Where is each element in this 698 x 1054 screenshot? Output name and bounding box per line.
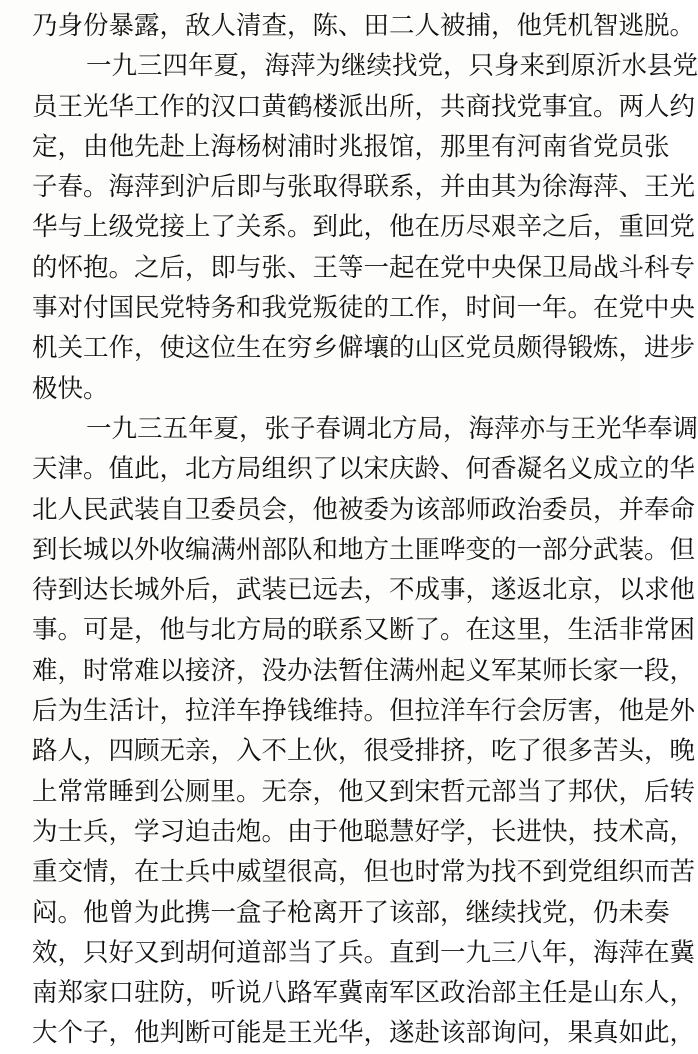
text-line: 后为生活计，拉洋车挣钱维持。但拉洋车行会厉害，他是外 xyxy=(32,696,696,727)
text-line: 定，由他先赴上海杨树浦时兆报馆，那里有河南省党员张 xyxy=(32,131,670,162)
text-line: 的怀抱。之后，即与张、王等一起在党中央保卫局战斗科专 xyxy=(32,252,696,283)
text-line: 南郑家口驻防，听说八路军冀南军区政治部主任是山东人， xyxy=(32,978,696,1009)
text-line: 待到达长城外后，武装已远去，不成事，遂返北京，以求他 xyxy=(32,575,696,606)
text-line: 到长城以外收编满州部队和地方土匪哗变的一部分武装。但 xyxy=(32,534,696,565)
text-line: 极快。 xyxy=(32,373,109,404)
text-line: 机关工作，使这位生在穷乡僻壤的山区党员颇得锻炼，进步 xyxy=(32,333,696,364)
text-line: 上常常睡到公厕里。无奈，他又到宋哲元部当了邦伏，后转 xyxy=(32,776,696,807)
text-line: 员王光华工作的汉口黄鹤楼派出所，共商找党事宜。两人约 xyxy=(32,91,696,122)
text-line: 一九三四年夏，海萍为继续找党，只身来到原沂水县党 xyxy=(86,51,698,82)
text-line: 子春。海萍到沪后即与张取得联系，并由其为徐海萍、王光 xyxy=(32,172,696,203)
text-line: 事。可是，他与北方局的联系又断了。在这里，生活非常困 xyxy=(32,615,696,646)
text-line: 华与上级党接上了关系。到此，他在历尽艰辛之后，重回党 xyxy=(32,212,696,243)
text-line: 事对付国民党特务和我党叛徒的工作，时间一年。在党中央 xyxy=(32,293,696,324)
text-line: 路人，四顾无亲，入不上伙，很受排挤，吃了很多苦头，晚 xyxy=(32,736,696,767)
text-line: 难，时常难以接济，没办法暂住满州起义军某师长家一段， xyxy=(32,655,696,686)
text-line: 闷。他曾为此携一盒子枪离开了该部，继续找党，仍未奏 xyxy=(32,897,670,928)
text-line: 天津。值此，北方局组织了以宋庆龄、何香凝名义成立的华 xyxy=(32,454,696,485)
text-line: 大个子，他判断可能是王光华，遂赴该部询问，果真如此， xyxy=(32,1018,696,1049)
text-line: 一九三五年夏，张子春调北方局，海萍亦与王光华奉调 xyxy=(86,413,698,444)
text-line: 效，只好又到胡何道部当了兵。直到一九三八年，海萍在冀 xyxy=(32,937,696,968)
text-line: 重交情，在士兵中威望很高，但也时常为找不到党组织而苦 xyxy=(32,857,696,888)
text-line: 北人民武装自卫委员会，他被委为该部师政治委员，并奉命 xyxy=(32,494,696,525)
text-line: 为士兵，学习迫击炮。由于他聪慧好学，长进快，技术高， xyxy=(32,816,696,847)
text-line: 乃身份暴露，敌人清查，陈、田二人被捕，他凭机智逃脱。 xyxy=(32,11,696,41)
